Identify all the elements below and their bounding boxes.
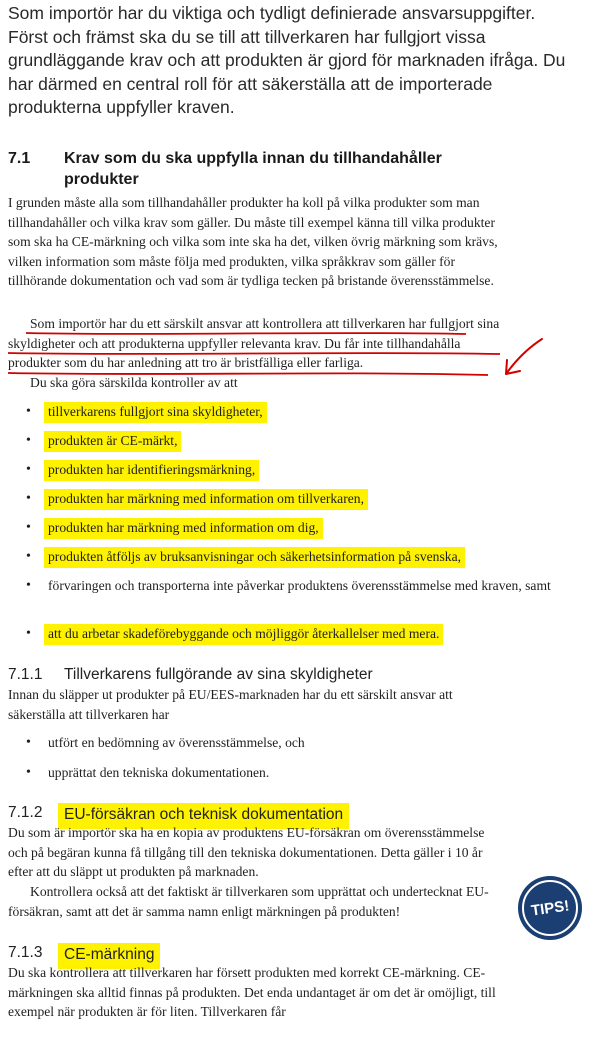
tips-badge (518, 876, 582, 940)
bullet-icon: • (26, 626, 31, 641)
list-item-text: upprättat den tekniska dokumentationen. (48, 765, 270, 780)
list-item (8, 489, 568, 518)
list-item (8, 402, 568, 431)
list-item (8, 624, 568, 653)
bullet-icon: • (26, 520, 31, 535)
list-item (8, 576, 568, 624)
subsection-title: Tillverkarens fullgörande av sina skyldigheter (64, 666, 373, 683)
bullet-icon: • (26, 433, 31, 448)
bullet-icon: • (26, 765, 31, 780)
paragraph-eu-declaration: Du som är importör ska ha en kopia av produktens EU-försäkran om överensstämmelse och på begäran kunna få tillgång till den tekniska dokumentationen. Detta gäller i 10 år efter att du släppt ut produkten på marknaden. (8, 825, 485, 879)
tips-badge-ring (522, 880, 578, 936)
intro-paragraph: Som importör har du viktiga och tydligt definierade ansvarsuppgifter. Först och främst ska du se till att tillverkaren har fullgjort vissa grundläggande krav och att produkten är gjord för marknaden ifråga. Du har därmed en central roll för att säkerställa att de importerade produkterna uppfyller kraven. (8, 3, 566, 117)
bullet-icon: • (26, 735, 31, 750)
bullet-icon: • (26, 578, 31, 593)
subsection-title: CE-märkning (58, 943, 160, 969)
paragraph-check-signature: Kontrollera också att det faktiskt är tillverkaren som upprättat och undertecknat EU-försäkran, samt att det är samma namn enligt märkningen på produkten! (8, 884, 489, 919)
paragraph-manufacturer-obligations: Innan du släpper ut produkter på EU/EES-marknaden har du ett särskilt ansvar att säkerställa att tillverkaren har (8, 687, 453, 722)
bullet-icon: • (26, 462, 31, 477)
tips-badge-label: TIPS! (529, 896, 571, 920)
bullet-icon: • (26, 404, 31, 419)
list-item-text: utfört en bedömning av överensstämmelse, och (48, 735, 305, 750)
highlighted-text: produkten åtföljs av bruksanvisningar och säkerhetsinformation på svenska, (44, 547, 465, 568)
manufacturer-list (8, 733, 568, 793)
bullet-icon: • (26, 491, 31, 506)
list-item (8, 763, 568, 793)
list-item (8, 460, 568, 489)
highlighted-text: produkten har märkning med information om dig, (44, 518, 323, 539)
bullet-icon: • (26, 549, 31, 564)
list-item (8, 733, 568, 763)
list-item (8, 547, 568, 576)
list-item-text: förvaringen och transporterna inte påverkar produktens överensstämmelse med kraven, samt (48, 578, 551, 593)
paragraph-ce-marking: Du ska kontrollera att tillverkaren har försett produkten med korrekt CE-märkning. CE-märkningen ska alltid finnas på produkten. Det enda undantaget är om det är omöjligt, till exempel när produkten är för liten. Tillverkaren får (8, 965, 496, 1019)
highlighted-text: produkten har identifieringsmärkning, (44, 460, 259, 481)
paragraph-checks-intro: Du ska göra särskilda kontroller av att (30, 375, 238, 390)
highlighted-text: produkten har märkning med information om tillverkaren, (44, 489, 368, 510)
highlighted-text: att du arbetar skadeförebyggande och möjliggör återkallelser med mera. (44, 624, 443, 645)
subsection-title: EU-försäkran och teknisk dokumentation (58, 803, 349, 829)
list-item (8, 431, 568, 460)
list-item (8, 518, 568, 547)
highlighted-text: produkten är CE-märkt, (44, 431, 181, 452)
section-number: 7.1 (8, 150, 31, 167)
section-title: Krav som du ska uppfylla innan du tillhandahåller produkter (64, 150, 442, 188)
subsection-number: 7.1.2 (8, 804, 43, 821)
subsection-number: 7.1.3 (8, 944, 43, 961)
checks-list (8, 402, 568, 653)
subsection-number: 7.1.1 (8, 666, 43, 683)
paragraph-requirements: I grunden måste alla som tillhandahåller produkter ha koll på vilka produkter som man tillhandahåller och vilka krav som gäller. Du måste till exempel känna till vilka produkter som ska ha CE-märkning och vilka som inte ska ha det, vilken övrig märkning som krävs, vilken information som måste följa med produkten, vilka språkkrav som gäller för tillhörande dokumentation och vad som är tydliga tecken på bristande överensstämmelse. (8, 195, 498, 288)
paragraph-importer-responsibility: Som importör har du ett särskilt ansvar att kontrollera att tillverkaren har fullgjort sina skyldigheter och att produkterna uppfyller relevanta krav. Du får inte tillhandahålla produkter som du har anledning att tro är bristfälliga eller farliga. (8, 316, 500, 370)
highlighted-text: tillverkarens fullgjort sina skyldigheter, (44, 402, 267, 423)
arrow-annotation (506, 339, 542, 374)
